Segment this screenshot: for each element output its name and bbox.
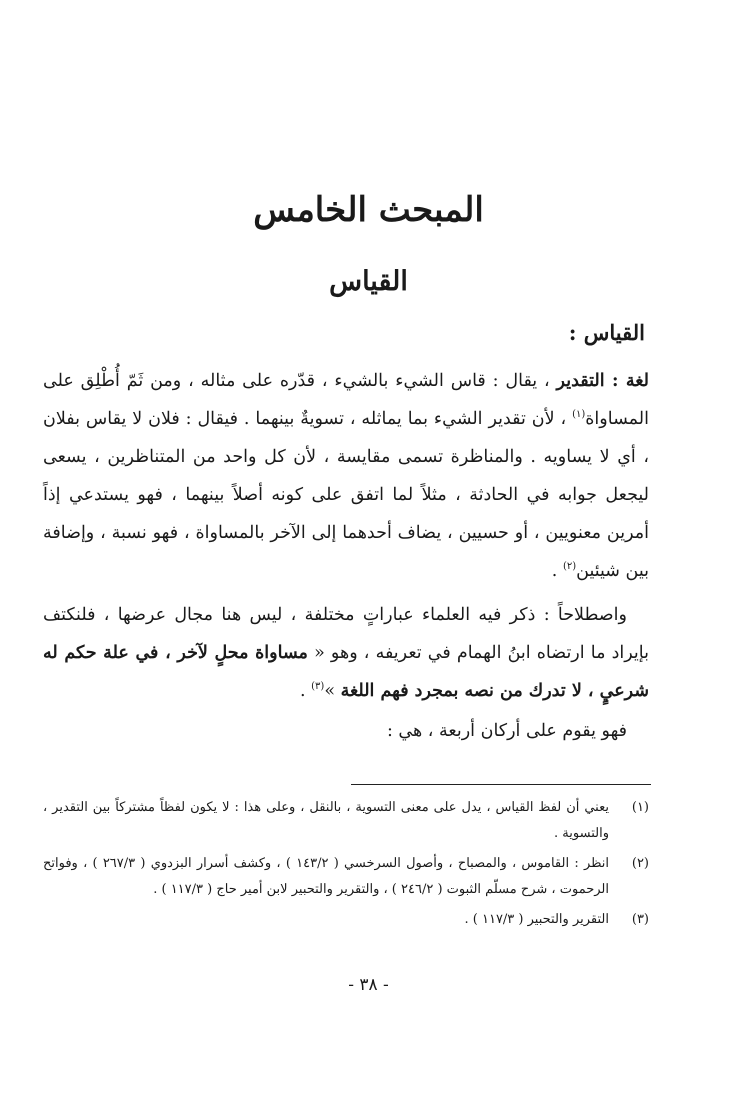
sub-heading: القياس : [568,320,645,345]
footnote-item [43,907,649,933]
footnote-text: انظر : القاموس ، والمصباح ، وأصول السرخسي ( ١٤٣/٢ ) ، وكشف أسرار البزدوي ( ٢٦٧/٣ ) ، وفواتح الرحموت ، شرح مسلّم الثبوت ( ٢٤٦/٢ ) ، والتقرير والتحبير لابن أمير حاج ( ١١٧/٣ ) . [43,856,610,897]
quote-close: » [324,681,341,701]
footnote-item [43,795,649,847]
footnote-ref[interactable]: (٢) [562,561,577,573]
paragraph-linguistic-definition [43,362,649,590]
footnote-number: (٢) [631,856,649,871]
footnote-number: (١) [631,800,649,815]
paragraph-end: . [551,561,563,581]
footnotes-list [43,795,649,937]
paragraph-end: . [299,681,312,701]
footnote-text: يعني أن لفظ القياس ، يدل على معنى التسوية ، بالنقل ، وعلى هذا : لا يكون لفظاً مشتركاً بين التقدير ، والتسوية . [43,800,609,841]
footnote-number: (٣) [631,912,649,927]
paragraph-pillars-intro [43,712,649,750]
definition-quote: مساواة محلٍ لآخر ، في علة حكم له شرعيٍ ، لا تدرك من نصه بمجرد فهم اللغة [43,643,649,701]
paragraph-technical-definition [43,596,649,710]
footnote-text: التقرير والتحبير ( ١١٧/٣ ) . [464,912,609,927]
page-number: - ٣٨ - [348,975,389,995]
footnote-ref[interactable]: (١) [572,409,586,421]
footnote-ref[interactable]: (٣) [311,681,325,693]
paragraph-text: فهو يقوم على أركان أربعة ، هي : [386,721,627,741]
paragraph-text: واصطلاحاً : ذكر فيه العلماء عباراتٍ مختلفة ، ليس هنا مجال عرضها ، فلنكتف بإيراد ما ارتضاه ابنُ الهمام في تعريفه ، وهو « [43,605,649,663]
chapter-title: المبحث الخامس [253,190,484,230]
term-linguistic: لغة : التقدير [556,371,649,391]
section-title: القياس [329,266,408,297]
paragraph-text: ، لأن تقدير الشيء بما يماثله ، تسويةٌ بينهما . فيقال : فلان لا يقاس بفلان ، أي لا يساويه . والمناظرة تسمى مقايسة ، لأن كل واحد من المتناظرين ، يسعى ليجعل جوابه في الحادثة ، مثلاً لما اتفق على كونه أصلاً بينهما ، فهو يستدعي إذاً أمرين معنويين ، أو حسيين ، يضاف أحدهما إلى الآخر بالمساواة ، فهو نسبة ، وإضافة بين شيئين [43,409,649,581]
paragraph-text: ، يقال : قاس الشيء بالشيء ، قدّره على مثاله ، ومن ثَمّ أُطْلِق على المساواة [43,371,649,429]
footnote-divider [351,784,651,785]
footnote-item [43,851,649,903]
